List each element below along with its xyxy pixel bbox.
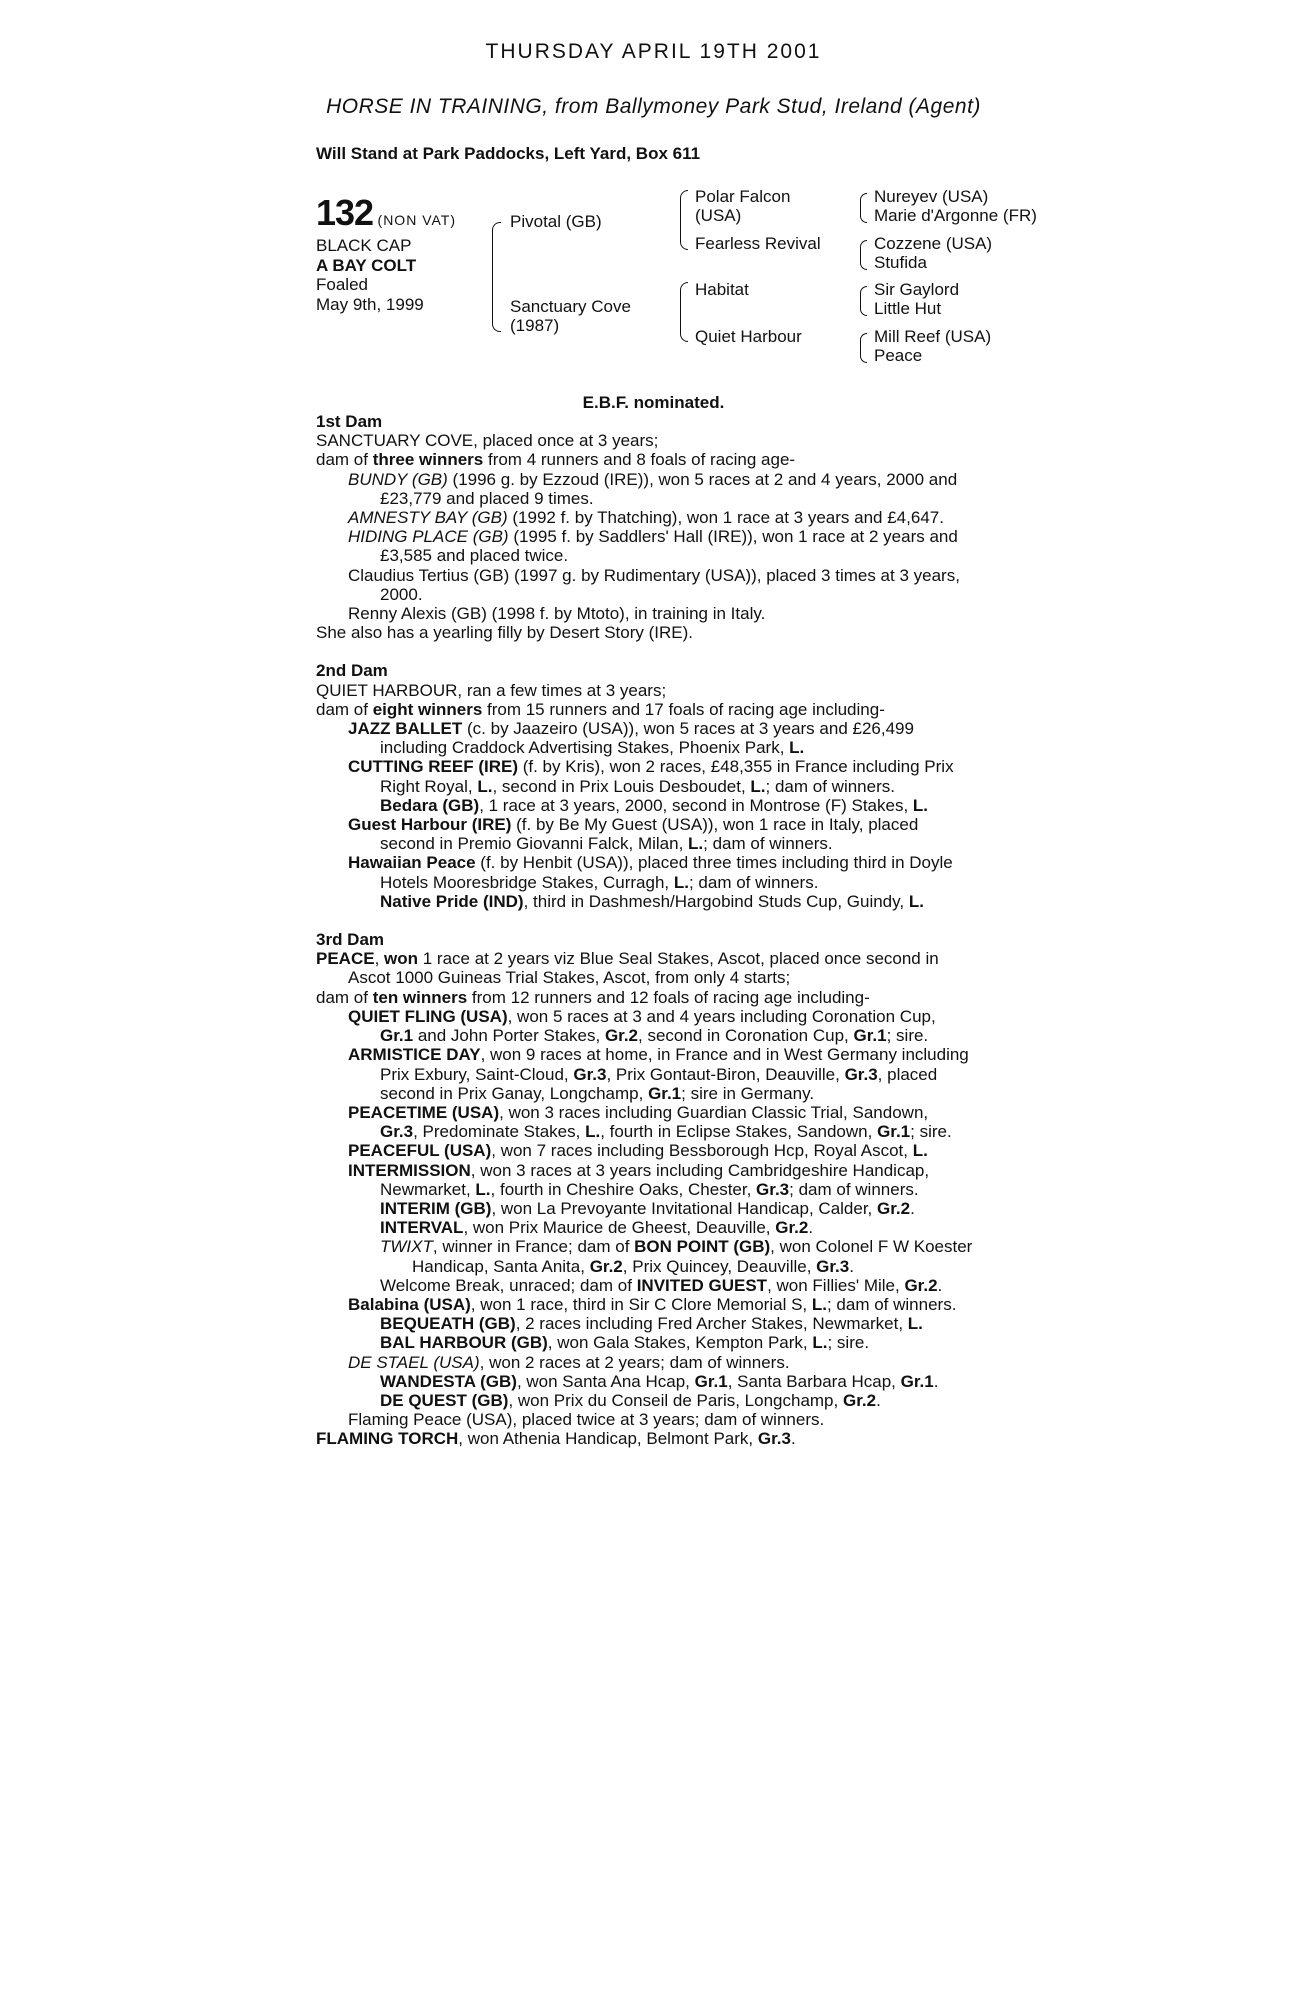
ebf-nominated: E.B.F. nominated. — [582, 393, 725, 412]
sale-date: THURSDAY APRIL 19TH 2001 — [485, 40, 822, 63]
progeny-hiding-cont: £3,585 and placed twice. — [380, 546, 569, 566]
progeny-balabina: Balabina (USA), won 1 race, third in Sir C Clore Memorial S, L.; dam of winners. — [348, 1294, 957, 1314]
progeny-jazz: JAZZ BALLET (c. by Jaazeiro (USA)), won 5 races at 3 years and £26,499 — [348, 719, 914, 739]
grandsire-1: Nureyev (USA) — [874, 187, 989, 206]
progeny-flaming-torch: FLAMING TORCH, won Athenia Handicap, Belmont Park, Gr.3. — [316, 1429, 796, 1449]
grandsire-4: Mill Reef (USA) — [874, 327, 992, 346]
progeny-interim: INTERIM (GB), won La Prevoyante Invitational Handicap, Calder, Gr.2. — [380, 1198, 915, 1218]
progeny-welcome-break: Welcome Break, unraced; dam of INVITED GUEST, won Fillies' Mile, Gr.2. — [380, 1275, 943, 1295]
foaled-label: Foaled — [316, 275, 368, 294]
progeny-guest: Guest Harbour (IRE) (f. by Be My Guest (USA)), won 1 race in Italy, placed — [348, 815, 919, 835]
sire-sire-country: (USA) — [695, 206, 742, 225]
lot-heading — [316, 192, 456, 234]
progeny-bundy-cont: £23,779 and placed 9 times. — [380, 488, 594, 508]
progeny-armistice-cont2: second in Prix Ganay, Longchamp, Gr.1; sire in Germany. — [380, 1083, 815, 1103]
progeny-hawaiian-cont: Hotels Mooresbridge Stakes, Curragh, L.; dam of winners. — [380, 872, 819, 892]
dam-name: Sanctuary Cove — [510, 297, 631, 316]
horse-name: BLACK CAP — [316, 236, 412, 255]
progeny-quiet-fling-cont: Gr.1 and John Porter Stakes, Gr.2, second in Coronation Cup, Gr.1; sire. — [380, 1026, 929, 1046]
second-dam-line: QUIET HARBOUR, ran a few times at 3 years; — [316, 680, 667, 700]
gen3-brace-1 — [860, 193, 867, 223]
stand-location: Will Stand at Park Paddocks, Left Yard, Box 611 — [316, 144, 701, 163]
dam-parents-brace — [680, 282, 688, 342]
lot-number: 132 — [316, 192, 374, 233]
progeny-twixt: TWIXT, winner in France; dam of BON POINT (GB), won Colonel F W Koester — [380, 1237, 973, 1257]
dam — [510, 297, 631, 335]
grandsire-3: Sir Gaylord — [874, 280, 960, 299]
vat-status: (NON VAT) — [377, 212, 457, 228]
gen3-brace-3 — [860, 286, 867, 316]
yearling-note: She also has a yearling filly by Desert Story (IRE). — [316, 623, 693, 643]
third-dam-line-cont: Ascot 1000 Guineas Trial Stakes, Ascot, from only 4 starts; — [348, 968, 791, 988]
progeny-armistice: ARMISTICE DAY, won 9 races at home, in France and in West Germany including — [348, 1045, 969, 1065]
progeny-hiding: HIDING PLACE (GB) (1995 f. by Saddlers' Hall (IRE)), won 1 race at 2 years and — [348, 527, 958, 547]
progeny-renny: Renny Alexis (GB) (1998 f. by Mtoto), in training in Italy. — [348, 604, 766, 624]
progeny-de-quest: DE QUEST (GB), won Prix du Conseil de Paris, Longchamp, Gr.2. — [380, 1390, 881, 1410]
progeny-guest-cont: second in Premio Giovanni Falck, Milan, L.; dam of winners. — [380, 834, 833, 854]
sire-dam: Fearless Revival — [695, 234, 821, 253]
progeny-interval: INTERVAL, won Prix Maurice de Gheest, Deauville, Gr.2. — [380, 1218, 814, 1238]
sire-parents-brace — [680, 190, 688, 250]
progeny-bedara: Bedara (GB), 1 race at 3 years, 2000, second in Montrose (F) Stakes, L. — [380, 795, 929, 815]
grandsire-2: Cozzene (USA) — [874, 234, 993, 253]
vendor-line: HORSE IN TRAINING, from Ballymoney Park Stud, Ireland (Agent) — [326, 95, 981, 118]
second-dam-heading: 2nd Dam — [316, 661, 388, 681]
sire-sire-name: Polar Falcon — [695, 187, 791, 206]
foaled-date: May 9th, 1999 — [316, 294, 424, 314]
gen3-brace-2 — [860, 240, 867, 270]
progeny-peacetime: PEACETIME (USA), won 3 races including Guardian Classic Trial, Sandown, — [348, 1102, 929, 1122]
gen3-brace-4 — [860, 333, 867, 363]
progeny-peacetime-cont: Gr.3, Predominate Stakes, L., fourth in Eclipse Stakes, Sandown, Gr.1; sire. — [380, 1122, 952, 1142]
progeny-intermission: INTERMISSION, won 3 races at 3 years including Cambridgeshire Handicap, — [348, 1160, 930, 1180]
sire-dam-brace — [492, 222, 501, 332]
dam-dam: Quiet Harbour — [695, 327, 802, 346]
progeny-flaming-peace: Flaming Peace (USA), placed twice at 3 years; dam of winners. — [348, 1410, 825, 1430]
progeny-claudius: Claudius Tertius (GB) (1997 g. by Rudimentary (USA)), placed 3 times at 3 years, — [348, 565, 960, 585]
progeny-bequeath: BEQUEATH (GB), 2 races including Fred Archer Stakes, Newmarket, L. — [380, 1314, 923, 1334]
granddam-3: Little Hut — [874, 299, 942, 318]
first-dam-summary: dam of three winners from 4 runners and 8 foals of racing age- — [316, 450, 796, 470]
progeny-wandesta: WANDESTA (GB), won Santa Ana Hcap, Gr.1, Santa Barbara Hcap, Gr.1. — [380, 1371, 939, 1391]
third-dam-line: PEACE, won 1 race at 2 years viz Blue Seal Stakes, Ascot, placed once second in — [316, 949, 939, 969]
progeny-twixt-cont: Handicap, Santa Anita, Gr.2, Prix Quincey, Deauville, Gr.3. — [412, 1256, 854, 1276]
progeny-armistice-cont1: Prix Exbury, Saint-Cloud, Gr.3, Prix Gontaut-Biron, Deauville, Gr.3, placed — [380, 1064, 938, 1084]
progeny-bal-harbour: BAL HARBOUR (GB), won Gala Stakes, Kempton Park, L.; sire. — [380, 1333, 870, 1353]
sire-sire — [695, 187, 790, 225]
dam-sire: Habitat — [695, 280, 749, 299]
granddam-1: Marie d'Argonne (FR) — [874, 206, 1037, 225]
progeny-quiet-fling: QUIET FLING (USA), won 5 races at 3 and 4 years including Coronation Cup, — [348, 1006, 936, 1026]
third-dam-summary: dam of ten winners from 12 runners and 12 foals of racing age including- — [316, 987, 870, 1007]
horse-description: A BAY COLT — [316, 255, 417, 275]
produce-record — [316, 412, 1006, 1449]
progeny-peaceful: PEACEFUL (USA), won 7 races including Bessborough Hcp, Royal Ascot, L. — [348, 1141, 928, 1161]
granddam-4: Peace — [874, 346, 923, 365]
progeny-de-stael: DE STAEL (USA), won 2 races at 2 years; dam of winners. — [348, 1352, 790, 1372]
granddam-2: Stufida — [874, 253, 927, 272]
progeny-intermission-cont: Newmarket, L., fourth in Cheshire Oaks, Chester, Gr.3; dam of winners. — [380, 1179, 919, 1199]
first-dam-line: SANCTUARY COVE, placed once at 3 years; — [316, 431, 659, 451]
progeny-amnesty: AMNESTY BAY (GB) (1992 f. by Thatching), won 1 race at 3 years and £4,647. — [348, 508, 944, 528]
progeny-native: Native Pride (IND), third in Dashmesh/Hargobind Studs Cup, Guindy, L. — [380, 891, 924, 911]
second-dam-summary: dam of eight winners from 15 runners and 17 foals of racing age including- — [316, 699, 885, 719]
progeny-jazz-cont: including Craddock Advertising Stakes, Phoenix Park, L. — [380, 738, 805, 758]
lot-info — [316, 236, 424, 314]
progeny-cutting-cont: Right Royal, L., second in Prix Louis Desboudet, L.; dam of winners. — [380, 776, 895, 796]
first-dam-heading: 1st Dam — [316, 412, 383, 431]
progeny-bundy: BUNDY (GB) (1996 g. by Ezzoud (IRE)), won 5 races at 2 and 4 years, 2000 and — [348, 469, 958, 489]
progeny-claudius-cont: 2000. — [380, 584, 423, 604]
sire: Pivotal (GB) — [510, 212, 602, 231]
progeny-cutting: CUTTING REEF (IRE) (f. by Kris), won 2 races, £48,355 in France including Prix — [348, 757, 954, 777]
third-dam-heading: 3rd Dam — [316, 930, 385, 950]
progeny-hawaiian: Hawaiian Peace (f. by Henbit (USA)), placed three times including third in Doyle — [348, 853, 953, 873]
dam-year: (1987) — [510, 316, 560, 335]
